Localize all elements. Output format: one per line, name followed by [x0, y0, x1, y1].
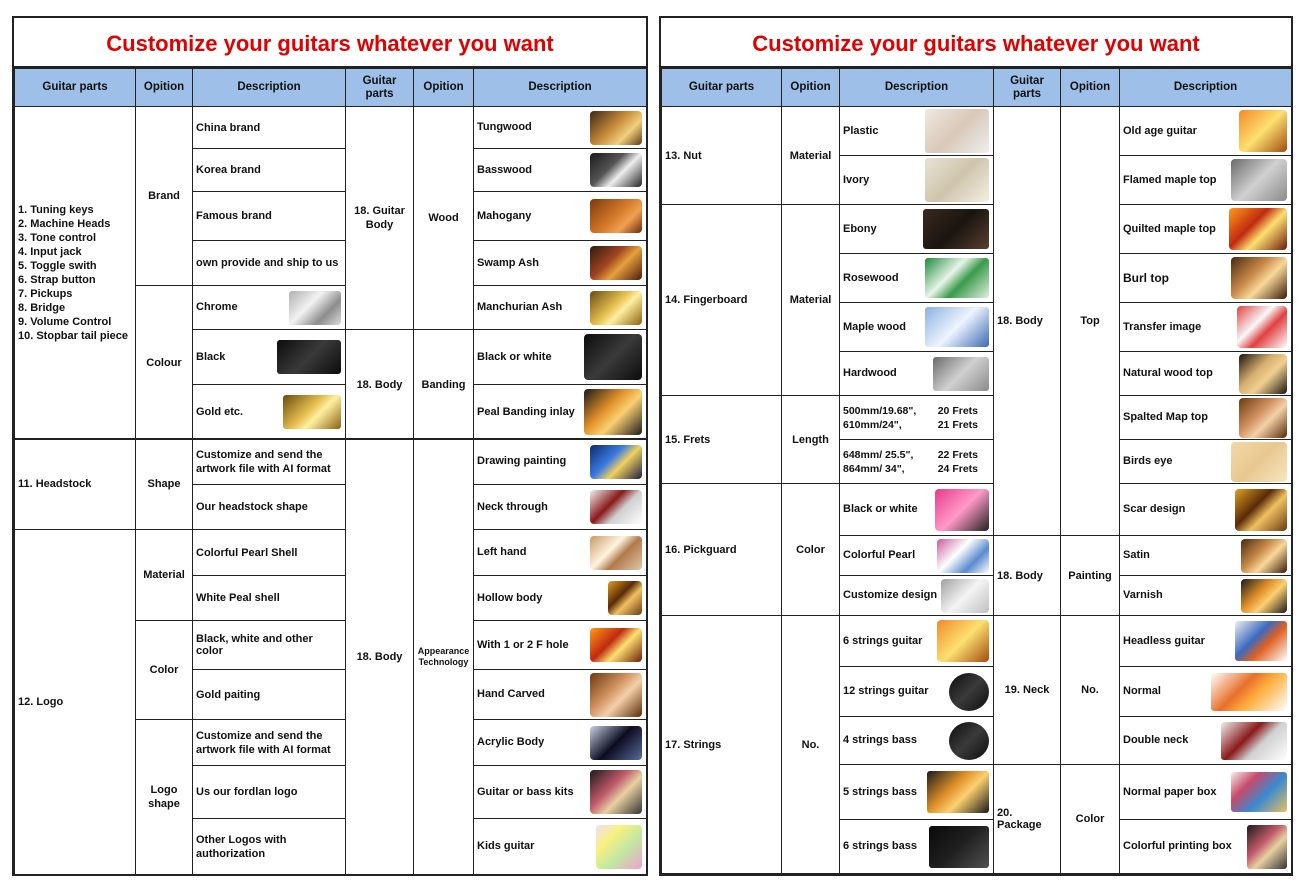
desc-label: Burl top [1123, 270, 1169, 285]
desc-fordlan-logo: Us our fordlan logo [193, 766, 346, 819]
parts-cell-nut: 13. Nut [662, 107, 782, 205]
guitar-photo-icon [590, 153, 642, 187]
desc-swamp-ash [474, 241, 647, 286]
desc-label: Gold etc. [196, 405, 244, 418]
desc-label: Neck through [477, 500, 548, 513]
desc-label: Black [196, 350, 226, 363]
desc-pickguard-black-white [840, 484, 994, 536]
desc-label: 12 strings guitar [843, 685, 929, 697]
guitar-photo-icon [584, 389, 642, 435]
fret-line [843, 418, 990, 432]
desc-label: Old age guitar [1123, 124, 1197, 137]
desc-label: 6 strings bass [843, 840, 917, 852]
guitar-photo-icon [590, 536, 642, 570]
desc-f-hole [474, 621, 647, 670]
bridge-photo-icon [283, 395, 341, 429]
desc-label: Left hand [477, 546, 527, 558]
guitar-photo-icon [590, 673, 642, 717]
desc-label: Flamed maple top [1123, 173, 1217, 186]
parts-cell-body-top: 18. Body [994, 107, 1061, 536]
guitar-photo-icon [590, 199, 642, 233]
desc-label: 6 strings guitar [843, 634, 923, 647]
guitar-photo-icon [590, 246, 642, 280]
tuning-keys-photo-icon [277, 340, 341, 374]
option-cell-no: No. [782, 616, 840, 874]
desc-label: Black or white [477, 350, 552, 363]
fret-count: 24 Frets [937, 462, 978, 475]
desc-frets-group-2 [840, 440, 994, 484]
desc-birds-eye [1120, 440, 1292, 484]
desc-ivory [840, 156, 994, 205]
desc-peal-banding [474, 385, 647, 440]
desc-label: Satin [1123, 549, 1150, 561]
desc-label: Scar design [1123, 503, 1186, 515]
desc-label: Double neck [1123, 734, 1189, 746]
header-description: Description [474, 69, 647, 107]
guitar-photo-icon [937, 620, 989, 662]
tuning-keys-photo-icon [289, 291, 341, 325]
desc-label: Hand Carved [477, 688, 545, 700]
option-cell-painting: Painting [1061, 536, 1120, 616]
desc-label: Customize design [843, 589, 938, 601]
parts-cell-body-painting: 18. Body [994, 536, 1061, 616]
desc-spalted-map [1120, 396, 1292, 440]
option-cell-no: No. [1061, 616, 1120, 765]
fret-length: 500mm/19.68", [843, 404, 917, 417]
bass-photo-icon [949, 722, 989, 760]
nut-photo-icon [925, 109, 989, 153]
header-guitar-parts: Guitar parts [15, 69, 136, 107]
parts-cell-package: 20. Package [994, 765, 1061, 874]
desc-manchurian-ash [474, 286, 647, 330]
desc-label: Normal [1123, 685, 1161, 697]
left-page [12, 16, 648, 876]
guitar-photo-icon [1235, 621, 1287, 661]
desc-6-strings-guitar [840, 616, 994, 667]
parts-cell-logo: 12. Logo [15, 530, 136, 875]
desc-gold-paiting: Gold paiting [193, 670, 346, 720]
desc-label: Colorful printing box [1123, 840, 1232, 852]
desc-hardwood [840, 352, 994, 396]
guitar-photo-icon [590, 291, 642, 325]
desc-label: With 1 or 2 F hole [477, 638, 569, 651]
option-cell-logo-shape: Logo shape [136, 720, 193, 875]
desc-acrylic-body [474, 720, 647, 766]
desc-label: Birds eye [1123, 455, 1173, 467]
desc-hollow-body [474, 576, 647, 621]
desc-label: Kids guitar [477, 840, 535, 852]
guitar-photo-icon [1241, 539, 1287, 573]
guitar-photo-icon [590, 111, 642, 145]
desc-natural-wood [1120, 352, 1292, 396]
desc-label: 5 strings bass [843, 785, 917, 798]
option-cell-banding: Banding [414, 330, 474, 440]
fret-count: 20 Frets [937, 404, 978, 417]
desc-5-strings-bass [840, 765, 994, 820]
guitar-photo-icon [1221, 722, 1287, 760]
parts-cell-strings: 17. Strings [662, 616, 782, 874]
desc-label: Normal paper box [1123, 785, 1217, 798]
fret-line [843, 462, 990, 476]
guitar-photo-icon [584, 334, 642, 380]
parts-cell-1-10: 1. Tuning keys 2. Machine Heads 3. Tone control 4. Input jack 5. Toggle swith 6. Strap button 7. Pickups 8. Bridge 9. Volume Control 10. Stopbar tail piece [15, 107, 136, 440]
desc-quilted-maple [1120, 205, 1292, 254]
parts-cell-guitar-body: 18. Guitar Body [346, 107, 414, 330]
option-cell-top: Top [1061, 107, 1120, 536]
parts-cell-body-banding: 18. Body [346, 330, 414, 440]
box-photo-icon [1231, 772, 1287, 812]
desc-other-logos: Other Logos with authorization [193, 819, 346, 875]
header-description: Description [840, 69, 994, 107]
parts-cell-fingerboard: 14. Fingerboard [662, 205, 782, 396]
desc-double-neck [1120, 717, 1292, 765]
desc-gold [193, 385, 346, 440]
desc-label: Spalted Map top [1123, 411, 1208, 423]
option-cell-shape: Shape [136, 439, 193, 530]
guitar-photo-icon [1241, 579, 1287, 613]
desc-headless [1120, 616, 1292, 667]
page-title: Customize your guitars whatever you want [661, 18, 1291, 68]
desc-headstock-customize: Customize and send the artwork file with AI format [193, 439, 346, 485]
desc-label: Quilted maple top [1123, 222, 1216, 235]
guitar-photo-icon [1231, 159, 1287, 201]
guitar-photo-icon [1211, 673, 1287, 711]
header-description: Description [1120, 69, 1292, 107]
pickguard-photo-icon [937, 539, 989, 573]
right-parts-table [661, 68, 1292, 874]
desc-tungwood [474, 107, 647, 149]
desc-black-white-other: Black, white and other color [193, 621, 346, 670]
desc-normal-paper-box [1120, 765, 1292, 820]
pickguard-photo-icon [941, 579, 989, 613]
desc-guitar-kits [474, 766, 647, 819]
guitar-photo-icon [949, 673, 989, 711]
guitar-photo-icon [1229, 208, 1287, 250]
desc-6-strings-bass [840, 820, 994, 874]
guitar-photo-icon [590, 628, 642, 662]
desc-label: Mahogany [477, 209, 532, 222]
desc-label: Headless guitar [1123, 634, 1205, 647]
desc-label: Tungwood [477, 121, 532, 133]
desc-label: Peal Banding inlay [477, 405, 575, 418]
desc-white-peal-shell: White Peal shell [193, 576, 346, 621]
desc-black [193, 330, 346, 385]
desc-label: Drawing painting [477, 455, 567, 467]
nut-photo-icon [925, 158, 989, 202]
desc-4-strings-bass [840, 717, 994, 765]
desc-famous-brand: Famous brand [193, 192, 346, 241]
option-cell-material: Material [782, 205, 840, 396]
fret-line [843, 448, 990, 462]
left-parts-table [14, 68, 647, 440]
option-cell-material: Material [136, 530, 193, 621]
desc-normal [1120, 667, 1292, 717]
header-guitar-parts: Guitar parts [346, 69, 414, 107]
desc-label: Acrylic Body [477, 736, 545, 748]
fingerboard-photo-icon [925, 307, 989, 347]
desc-label: Hollow body [477, 591, 543, 604]
desc-burl-top [1120, 254, 1292, 303]
desc-flamed-maple [1120, 156, 1292, 205]
desc-kids-guitar [474, 819, 647, 875]
parts-cell-pickguard: 16. Pickguard [662, 484, 782, 616]
desc-basswood [474, 149, 647, 192]
desc-label: Chrome [196, 301, 238, 313]
desc-label: Varnish [1123, 589, 1163, 601]
desc-logo-customize: Customize and send the artwork file with AI format [193, 720, 346, 766]
header-option: Opition [782, 69, 840, 107]
desc-label: Rosewood [843, 271, 899, 284]
fingerboard-photo-icon [923, 209, 989, 249]
desc-neck-through [474, 485, 647, 530]
guitar-photo-icon [590, 726, 642, 760]
header-option: Opition [414, 69, 474, 107]
right-page [659, 16, 1293, 876]
header-guitar-parts: Guitar parts [662, 69, 782, 107]
desc-label: 4 strings bass [843, 734, 917, 746]
option-cell-appearance: Appearance Technology [414, 439, 474, 875]
desc-label: Transfer image [1123, 320, 1202, 333]
fingerboard-photo-icon [925, 258, 989, 298]
desc-label: Ebony [843, 222, 877, 235]
page-title: Customize your guitars whatever you want [14, 18, 646, 68]
guitar-photo-icon [1231, 257, 1287, 299]
desc-korea-brand: Korea brand [193, 149, 346, 192]
desc-label: Guitar or bass kits [477, 785, 574, 798]
desc-ebony [840, 205, 994, 254]
guitar-photo-icon [590, 490, 642, 524]
desc-scar-design [1120, 484, 1292, 536]
left-parts-table-continued [14, 438, 647, 875]
guitar-photo-icon [596, 825, 642, 869]
guitar-photo-icon [1237, 306, 1287, 348]
desc-label: Hardwood [843, 367, 897, 379]
desc-12-strings-guitar [840, 667, 994, 717]
guitar-photo-icon [1235, 489, 1287, 531]
desc-colorful-pearl-shell: Colorful Pearl Shell [193, 530, 346, 576]
option-cell-brand: Brand [136, 107, 193, 286]
desc-left-hand [474, 530, 647, 576]
desc-chrome [193, 286, 346, 330]
header-option: Opition [1061, 69, 1120, 107]
fingerboard-photo-icon [933, 357, 989, 391]
desc-customize-design [840, 576, 994, 616]
option-cell-material: Material [782, 107, 840, 205]
header-option: Opition [136, 69, 193, 107]
desc-black-or-white [474, 330, 647, 385]
guitar-photo-icon [590, 770, 642, 814]
bass-photo-icon [929, 826, 989, 868]
desc-plastic [840, 107, 994, 156]
parts-cell-headstock: 11. Headstock [15, 439, 136, 530]
desc-drawing-painting [474, 439, 647, 485]
option-cell-color: Color [1061, 765, 1120, 874]
fret-length: 610mm/24", [843, 418, 902, 431]
desc-label: Maple wood [843, 320, 906, 333]
box-photo-icon [1247, 825, 1287, 869]
pickguard-photo-icon [935, 489, 989, 531]
parts-cell-neck: 19. Neck [994, 616, 1061, 765]
desc-china-brand: China brand [193, 107, 346, 149]
desc-transfer-image [1120, 303, 1292, 352]
desc-label: Plastic [843, 124, 879, 137]
desc-varnish [1120, 576, 1292, 616]
fret-count: 21 Frets [937, 418, 978, 431]
guitar-photo-icon [608, 581, 642, 615]
guitar-photo-icon [1239, 110, 1287, 152]
desc-label: Swamp Ash [477, 256, 539, 269]
desc-rosewood [840, 254, 994, 303]
desc-label: Natural wood top [1123, 367, 1213, 379]
header-description: Description [193, 69, 346, 107]
guitar-photo-icon [1239, 398, 1287, 438]
fret-count: 22 Frets [937, 448, 978, 461]
fret-line [843, 404, 990, 418]
option-cell-color: Color [782, 484, 840, 616]
fret-length: 648mm/ 25.5", [843, 448, 914, 461]
desc-label: Ivory [843, 173, 870, 186]
desc-label: Basswood [477, 163, 533, 176]
fret-length: 864mm/ 34", [843, 462, 905, 475]
desc-satin [1120, 536, 1292, 576]
desc-colorful-printing-box [1120, 820, 1292, 874]
option-cell-color: Color [136, 621, 193, 720]
option-cell-colour: Colour [136, 286, 193, 440]
bass-photo-icon [927, 771, 989, 813]
option-cell-length: Length [782, 396, 840, 484]
desc-label: Manchurian Ash [477, 301, 563, 313]
desc-frets-group-1 [840, 396, 994, 440]
parts-cell-body-appearance: 18. Body [346, 439, 414, 875]
option-cell-wood: Wood [414, 107, 474, 330]
desc-our-headstock: Our headstock shape [193, 485, 346, 530]
parts-cell-frets: 15. Frets [662, 396, 782, 484]
desc-old-age [1120, 107, 1292, 156]
wood-photo-icon [1231, 442, 1287, 482]
desc-label: Black or white [843, 503, 918, 515]
guitar-photo-icon [1239, 354, 1287, 394]
desc-hand-carved [474, 670, 647, 720]
desc-label: Colorful Pearl [843, 549, 916, 561]
desc-maple-wood [840, 303, 994, 352]
desc-colorful-pearl [840, 536, 994, 576]
header-guitar-parts: Guitar parts [994, 69, 1061, 107]
desc-mahogany [474, 192, 647, 241]
desc-own-provide: own provide and ship to us [193, 241, 346, 286]
guitar-photo-icon [590, 445, 642, 479]
